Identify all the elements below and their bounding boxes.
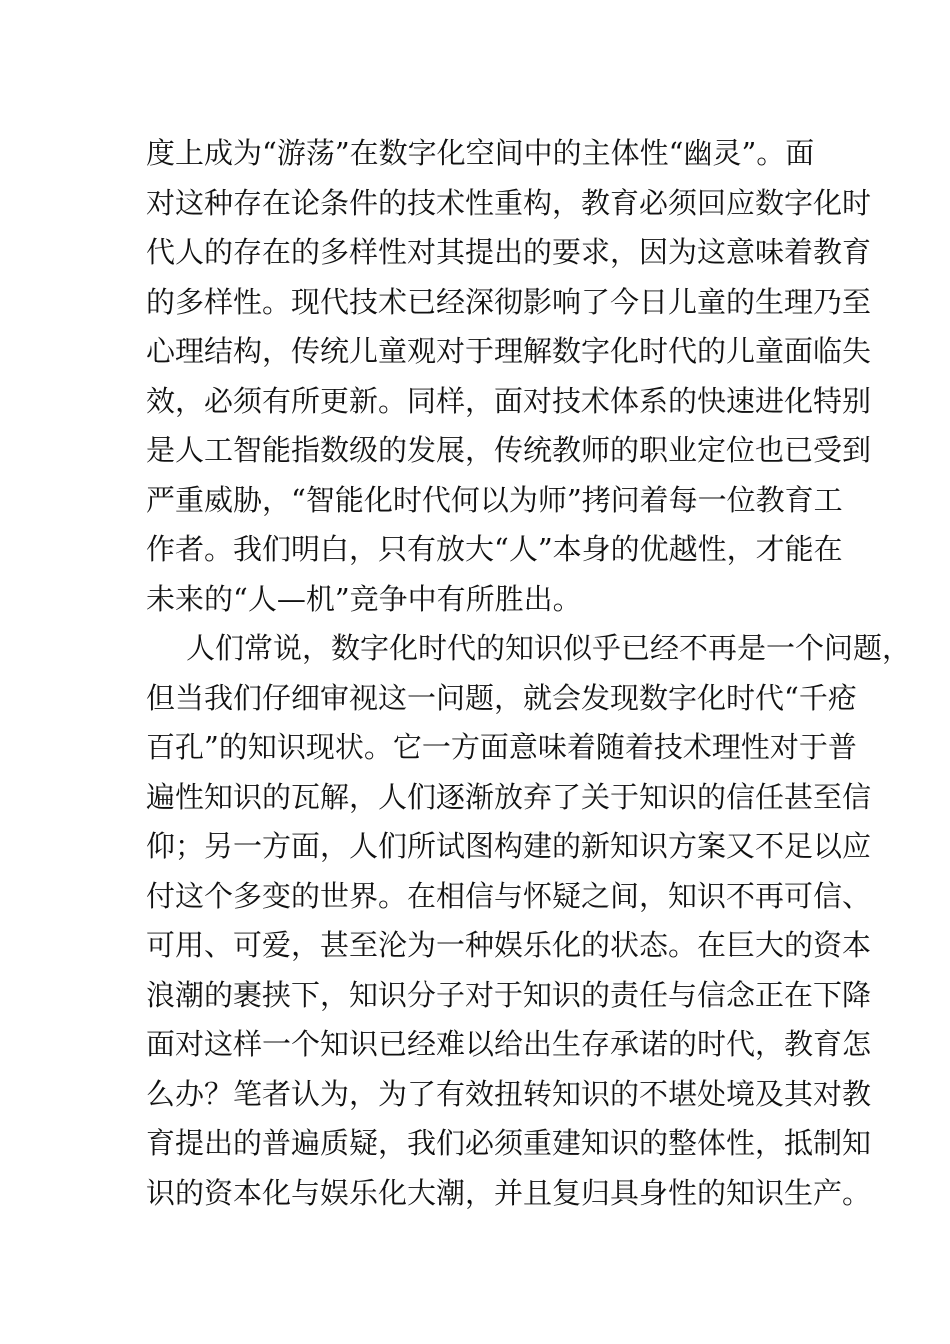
text-line: 仰；另一方面，人们所试图构建的新知识方案又不足以应	[146, 829, 872, 863]
text-line: 代人的存在的多样性对其提出的要求，因为这意味着教育	[146, 235, 872, 269]
text-line: 人们常说，数字化时代的知识似乎已经不再是一个问题，	[186, 631, 912, 665]
body-text	[146, 129, 912, 1218]
text-line: 效，必须有所更新。同样，面对技术体系的快速进化特别	[146, 383, 872, 418]
text-line: 育提出的普遍质疑，我们必须重建知识的整体性，抵制知	[146, 1126, 872, 1160]
text-line: 对这种存在论条件的技术性重构，教育必须回应数字化时	[146, 185, 872, 220]
text-line: 浪潮的裹挟下，知识分子对于知识的责任与信念正在下降	[146, 977, 872, 1012]
text-line: 严重威胁，“智能化时代何以为师”拷问着每一位教育工	[146, 482, 843, 517]
text-line: 面对这样一个知识已经难以给出生存承诺的时代，教育怎	[146, 1027, 872, 1061]
text-line: 百孔”的知识现状。它一方面意味着随着技术理性对于普	[146, 730, 857, 764]
text-line: 作者。我们明白，只有放大“人”本身的优越性，才能在	[146, 532, 843, 566]
text-line: 付这个多变的世界。在相信与怀疑之间，知识不再可信、	[146, 878, 872, 913]
text-line: 么办？笔者认为，为了有效扭转知识的不堪处境及其对教	[146, 1076, 872, 1111]
text-line: 识的资本化与娱乐化大潮，并且复归具身性的知识生产。	[146, 1175, 872, 1210]
text-line: 的多样性。现代技术已经深彻影响了今日儿童的生理乃至	[146, 284, 872, 319]
text-line: 度上成为“游荡”在数字化空间中的主体性“幽灵”。面	[146, 136, 815, 170]
paragraph-1	[146, 129, 872, 624]
text-line: 心理结构，传统儿童观对于理解数字化时代的儿童面临失	[146, 334, 872, 368]
text-line: 未来的“人—机”竞争中有所胜出。	[146, 581, 582, 616]
text-line: 但当我们仔细审视这一问题，就会发现数字化时代“千疮	[146, 680, 857, 715]
paragraph-2	[146, 624, 912, 1218]
text-line: 遍性知识的瓦解，人们逐渐放弃了关于知识的信任甚至信	[146, 779, 872, 814]
text-line: 是人工智能指数级的发展，传统教师的职业定位也已受到	[146, 433, 872, 467]
text-line: 可用、可爱，甚至沦为一种娱乐化的状态。在巨大的资本	[146, 928, 872, 962]
